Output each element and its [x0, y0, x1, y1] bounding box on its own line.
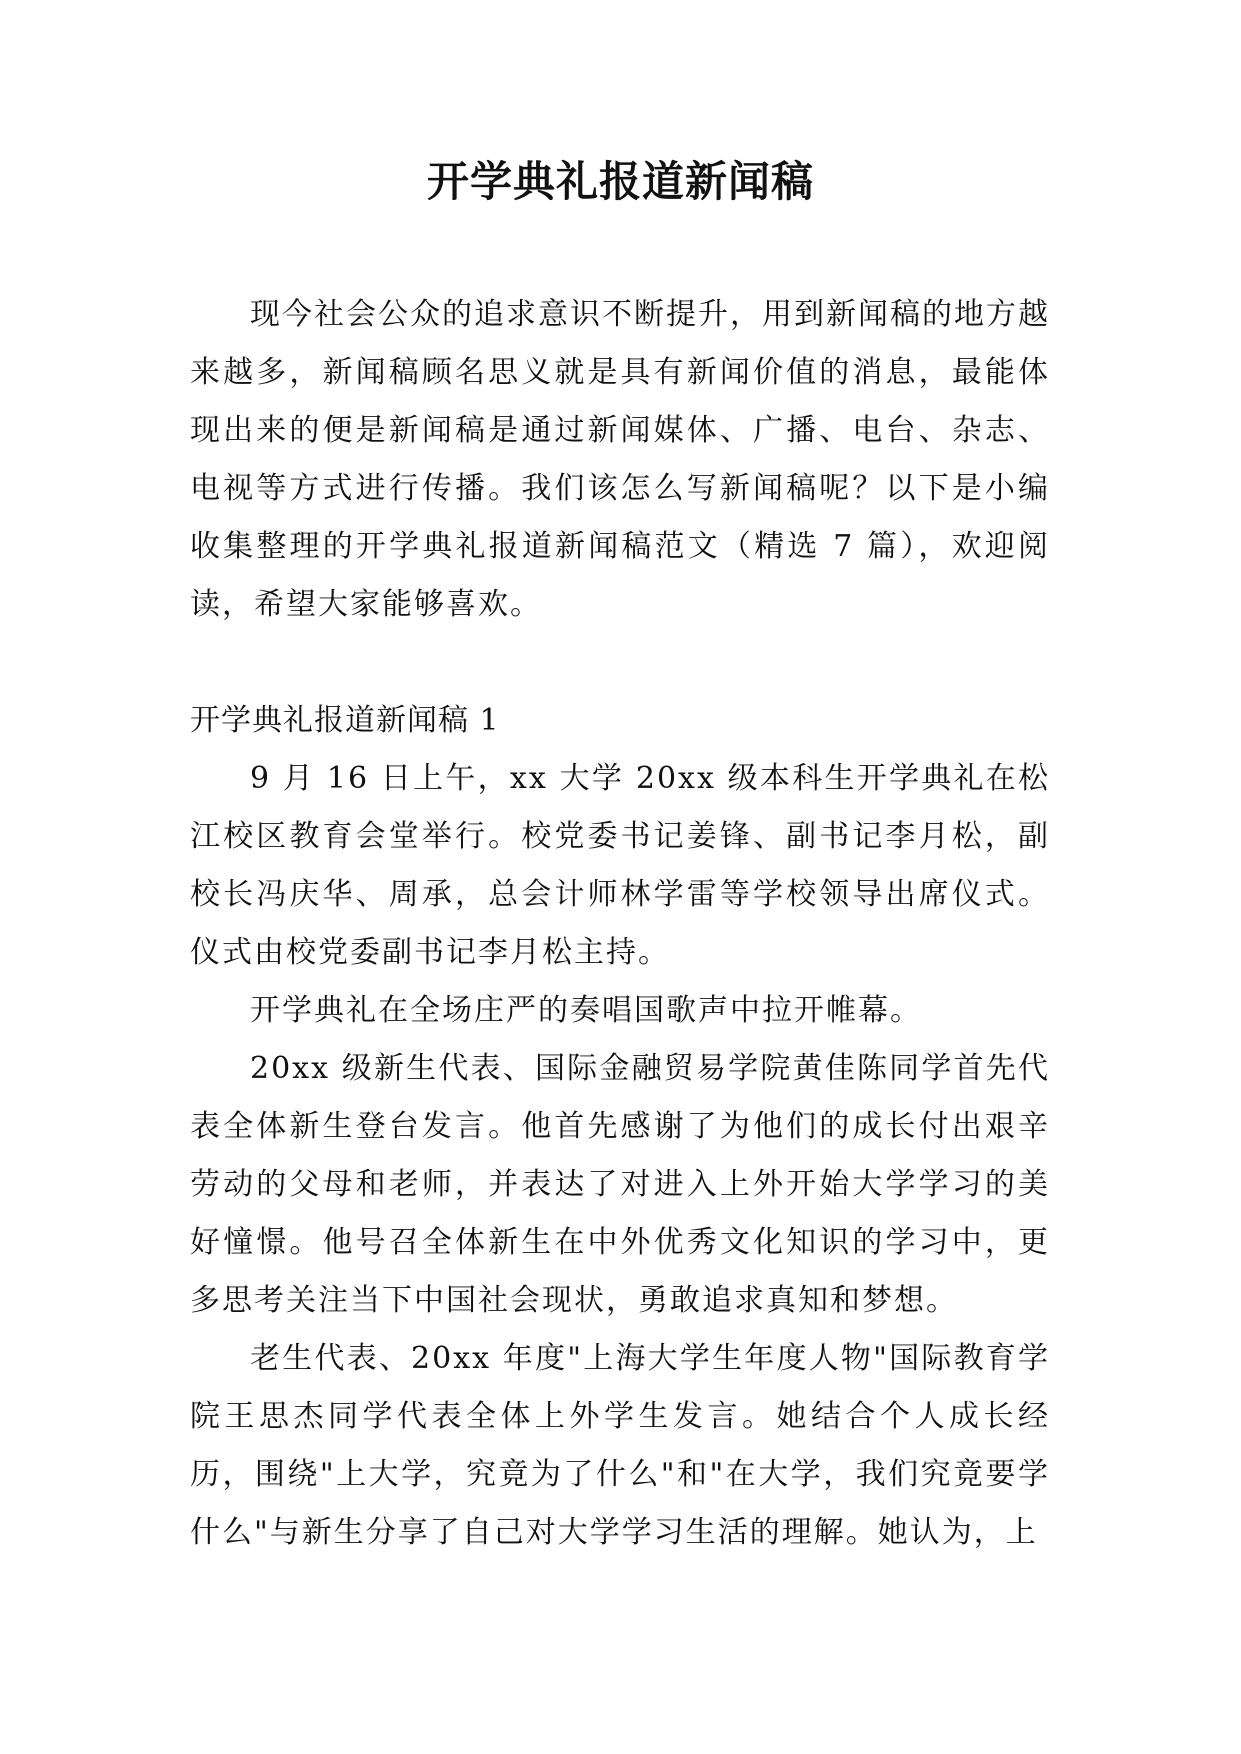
- body-paragraph-4: 老生代表、20xx 年度"上海大学生年度人物"国际教育学院王思杰同学代表全体上外学生发言。她结合个人成长经历，围绕"上大学，究竟为了什么"和"在大学，我们究竟要学什么"与新生分享了自己对大学学习生活的理解。她认为，上: [190, 1341, 1050, 1550]
- document-title: 开学典礼报道新闻稿: [426, 157, 814, 206]
- section-heading: 开学典礼报道新闻稿 1: [190, 703, 500, 738]
- intro-paragraph: 现今社会公众的追求意识不断提升，用到新闻稿的地方越来越多，新闻稿顾名思义就是具有新闻价值的消息，最能体现出来的便是新闻稿是通过新闻媒体、广播、电台、杂志、电视等方式进行传播。我们该怎么写新闻稿呢？以下是小编收集整理的开学典礼报道新闻稿范文（精选 7 篇），欢迎阅读，希望大家能够喜欢。: [190, 297, 1050, 622]
- document-body: [190, 286, 1050, 1562]
- body-paragraph-3: 20xx 级新生代表、国际金融贸易学院黄佳陈同学首先代表全体新生登台发言。他首先感谢了为他们的成长付出艰辛劳动的父母和老师，并表达了对进入上外开始大学学习的美好憧憬。他号召全体新生在中外优秀文化知识的学习中，更多思考关注当下中国社会现状，勇敢追求真知和梦想。: [190, 1051, 1050, 1318]
- body-paragraph-1: 9 月 16 日上午，xx 大学 20xx 级本科生开学典礼在松江校区教育会堂举行。校党委书记姜锋、副书记李月松，副校长冯庆华、周承，总会计师林学雷等学校领导出席仪式。仪式由校党委副书记李月松主持。: [190, 761, 1050, 970]
- body-paragraph-2: 开学典礼在全场庄严的奏唱国歌声中拉开帷幕。: [250, 993, 922, 1028]
